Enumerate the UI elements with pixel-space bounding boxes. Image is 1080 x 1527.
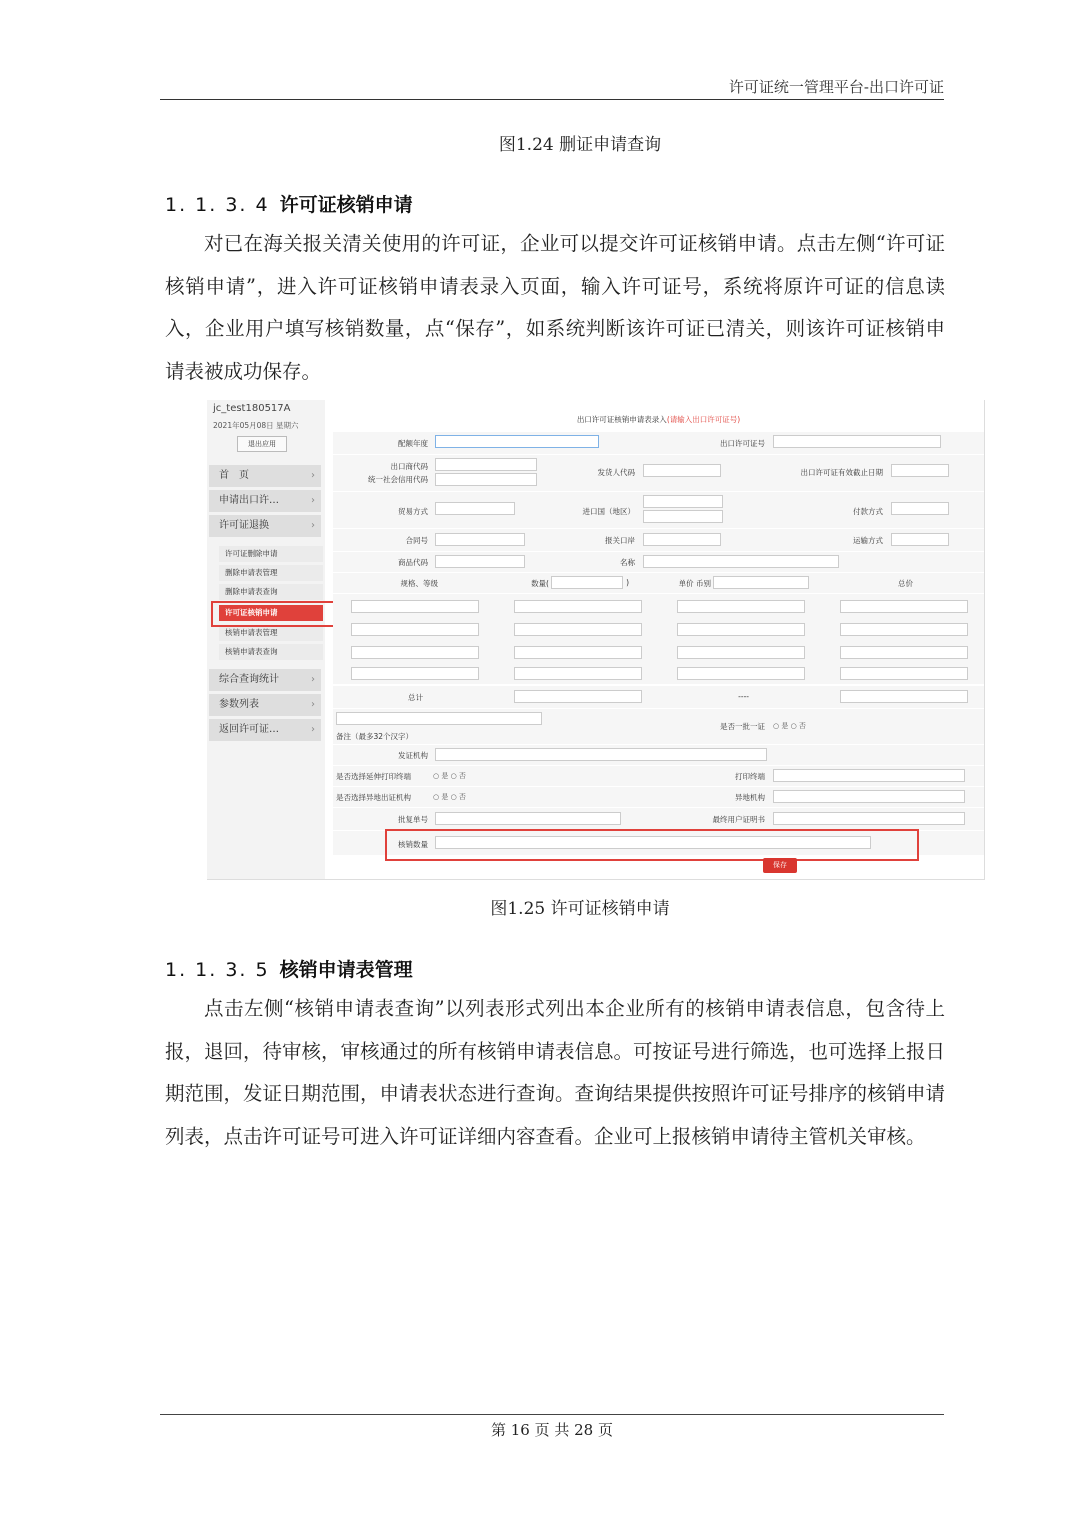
exporter-code-input[interactable] [435,458,537,471]
shipper-code-input[interactable] [643,464,721,477]
total-row [333,686,984,709]
footer-rule [160,1414,944,1415]
field-label: 配额年度 [398,439,428,448]
chevron-right-icon: › [311,495,315,506]
goods-name-input[interactable] [643,555,839,568]
one-batch-radio[interactable]: ○ 是 ○ 否 [773,722,806,730]
form-row [333,808,984,831]
print-terminal-input[interactable] [773,769,965,782]
credit-code-input[interactable] [435,473,537,486]
field-label: 统一社会信用代码 [368,475,428,484]
menu-label: 返回许可证… [219,724,279,735]
menu-label: 综合查询统计 [219,674,279,685]
price-input[interactable] [677,600,805,613]
remarks-row [333,709,984,745]
paragraph-text: 对已在海关报关清关使用的许可证，企业可以提交许可证核销申请。点击左侧“许可证核销申请”，进入许可证核销申请表录入页面，输入许可证号，系统将原许可证的信息读入，企业用户填写核销数量，点“保存”，如系统判断该许可证已清关，则该许可证核销申请表被成功保存。 [165,232,945,383]
ext-print-radio[interactable]: ○ 是 ○ 否 [433,772,466,780]
form-title-text: 出口许可证核销申请表录入 [576,415,667,424]
submenu-writeoff-apply[interactable]: 许可证核销申请 [219,605,323,621]
end-user-cert-input[interactable] [773,812,965,825]
grand-total-input[interactable] [840,690,968,703]
save-button[interactable]: 保存 [763,858,797,873]
goods-table-body [333,594,984,685]
price-input[interactable] [677,646,805,659]
import-country-input-2[interactable] [643,510,723,523]
submenu-writeoff-query[interactable]: 核销申请表查询 [219,644,323,660]
goods-table-header [333,573,984,594]
submenu-delete-apply[interactable]: 许可证删除申请 [219,546,323,562]
form-row [333,455,984,492]
section-heading-1-1-3-4 [165,190,413,217]
paragraph-1-1-3-5 [165,988,945,1158]
field-label: 发证机构 [398,751,428,760]
spec-input[interactable] [351,623,479,636]
section-title: 核销申请表管理 [279,959,413,981]
submenu-writeoff-manage[interactable]: 核销申请表管理 [219,625,323,641]
field-label: 是否选择延伸打印终端 [336,772,411,781]
field-label: 核销数量 [398,840,428,849]
menu-item-params[interactable] [209,694,321,716]
quota-year-input[interactable] [435,435,599,448]
field-label: 名称 [620,558,635,567]
field-label: 合同号 [405,536,428,545]
form-title [333,414,984,425]
dash-text: ---- [738,692,749,701]
logout-button[interactable]: 退出应用 [237,436,287,452]
figure-caption-1-24: 图1.24 删证申请查询 [498,135,662,155]
field-label: 出口许可证号 [720,439,765,448]
menu-item-license-return[interactable] [209,515,321,537]
section-number: 1. 1. 3. 5 [165,959,270,981]
field-label: 是否一批一证 [720,722,765,731]
form-row [333,529,984,552]
form-row [333,492,984,529]
field-label: 异地机构 [735,793,765,802]
field-label: 批复单号 [398,815,428,824]
form-row [333,745,984,766]
chevron-right-icon: › [311,724,315,735]
menu-label: 参数列表 [219,699,259,710]
radio-yes: 是 [441,772,449,780]
goods-code-input[interactable] [435,555,525,568]
field-label: 运输方式 [853,536,883,545]
quantity-input[interactable] [514,646,642,659]
contract-no-input[interactable] [435,533,525,546]
field-label: 贸易方式 [398,507,428,516]
column-header: 单价 币别 [678,579,711,588]
quantity-input[interactable] [514,600,642,613]
trade-mode-input[interactable] [435,502,515,515]
field-label: 发货人代码 [597,468,635,477]
submenu-delete-manage[interactable]: 删除申请表管理 [219,565,323,581]
menu-item-stats[interactable] [209,669,321,691]
chevron-right-icon: › [311,520,315,531]
username: jc_test180517A [213,403,291,414]
section-number: 1. 1. 3. 4 [165,194,270,216]
form-hint: (请输入出口许可证号) [666,415,741,424]
total-input[interactable] [840,667,968,680]
total-label: 总计 [408,693,423,702]
price-input[interactable] [677,623,805,636]
import-country-input[interactable] [643,495,723,508]
remote-issue-radio[interactable]: ○ 是 ○ 否 [433,793,466,801]
field-label: 最终用户证明书 [712,815,765,824]
column-header: ) [626,578,629,587]
column-header: 规格、等级 [400,579,438,588]
highlight-box-menu [211,601,341,627]
figure-caption-1-25: 图1.25 许可证核销申请 [490,899,670,919]
export-license-no-input[interactable] [773,435,941,448]
field-label: 打印终端 [735,772,765,781]
price-input[interactable] [677,667,805,680]
total-input[interactable] [840,646,968,659]
field-label: 商品代码 [398,558,428,567]
form-row [333,766,984,787]
current-date: 2021年05月08日 星期六 [213,421,299,430]
chevron-right-icon: › [311,470,315,481]
port-input[interactable] [643,533,721,546]
field-label: 是否选择异地出证机构 [336,793,411,802]
radio-no: 否 [798,722,806,730]
field-label: 出口商代码 [390,462,428,471]
field-label: 进口国（地区） [582,507,635,516]
approval-no-input[interactable] [435,812,621,825]
spec-input[interactable] [351,667,479,680]
quantity-input[interactable] [514,623,642,636]
total-input[interactable] [840,623,968,636]
radio-yes: 是 [781,722,789,730]
form-row [333,432,984,455]
remote-org-input[interactable] [773,790,965,803]
column-header: 数量( [531,579,549,588]
section-heading-1-1-3-5 [165,955,413,982]
spec-input[interactable] [351,646,479,659]
chevron-right-icon: › [311,699,315,710]
currency-input[interactable] [713,576,809,589]
remarks-input[interactable] [336,712,542,725]
page-number: 第 16 页 共 28 页 [490,1421,613,1439]
expiry-input[interactable] [891,464,949,477]
submenu-delete-query[interactable]: 删除申请表查询 [219,584,323,600]
payment-input[interactable] [891,502,949,515]
transport-input[interactable] [891,533,949,546]
total-input[interactable] [840,600,968,613]
radio-no: 否 [458,793,466,801]
form-row [333,787,984,808]
menu-item-back[interactable] [209,719,321,741]
paragraph-1-1-3-4 [165,223,945,393]
license-writeoff-screenshot [207,400,985,880]
paragraph-text: 点击左侧“核销申请表查询”以列表形式列出本企业所有的核销申请表信息，包含待上报，退回，待审核，审核通过的所有核销申请表信息。可按证号进行筛选，也可选择上报日期范围，发证日期范围，申请表状态进行查询。查询结果提供按照许可证号排序的核销申请列表，点击许可证号可进入许可证详细内容查看。企业可上报核销申请待主管机关审核。 [165,997,946,1148]
highlight-box-quantity [385,829,919,861]
column-header: 总价 [898,579,913,588]
menu-item-apply-export[interactable] [209,490,321,512]
remarks-label: 备注（最多32个汉字） [336,732,414,741]
running-header: 许可证统一管理平台-出口许可证 [728,78,944,96]
section-title: 许可证核销申请 [279,194,413,216]
header-rule [160,99,944,100]
menu-label: 首 页 [219,470,249,481]
sidebar [207,400,325,879]
field-label: 出口许可证有效截止日期 [800,468,883,477]
issuer-input[interactable] [435,748,767,761]
chevron-right-icon: › [311,674,315,685]
menu-label: 申请出口许… [219,495,279,506]
unit-input[interactable] [551,576,623,589]
radio-yes: 是 [441,793,449,801]
field-label: 报关口岸 [605,536,635,545]
menu-label: 许可证退换 [219,520,269,531]
total-quantity-input[interactable] [514,690,642,703]
menu-item-home[interactable] [209,465,321,487]
form-area [333,400,984,879]
quantity-input[interactable] [514,667,642,680]
form-row [333,552,984,573]
radio-no: 否 [458,772,466,780]
spec-input[interactable] [351,600,479,613]
field-label: 付款方式 [853,507,883,516]
